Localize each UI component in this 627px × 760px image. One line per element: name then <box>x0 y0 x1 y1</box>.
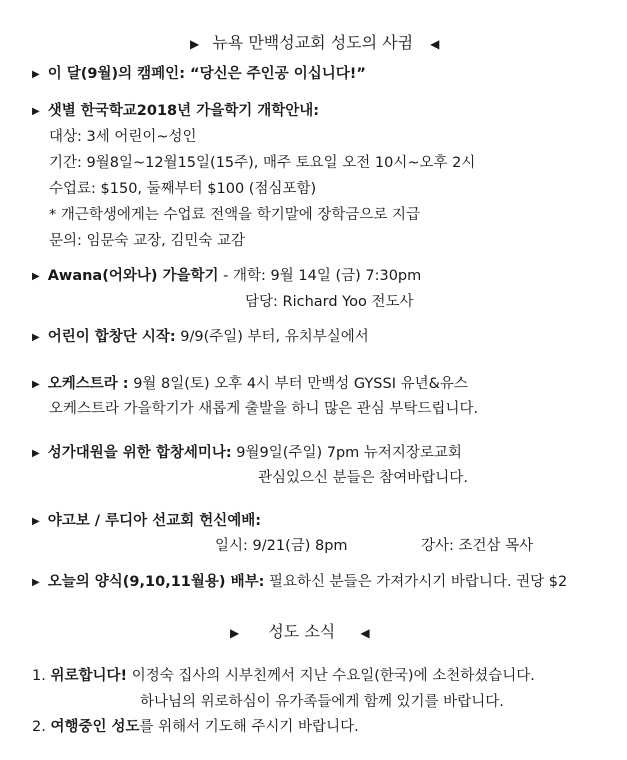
bullet-icon: ▶ <box>32 69 40 80</box>
mission-service-item <box>32 509 261 530</box>
section-header-news <box>230 619 370 642</box>
children-choir-title: 어린이 합창단 시작: <box>47 329 176 345</box>
triangle-right-icon: ▶ <box>190 37 200 51</box>
korean-school-period: 기간: 9월8일~12월15일(15주), 매주 토요일 오전 10시~오후 2시 <box>49 155 476 171</box>
korean-school-target: 대상: 3세 어린이~성인 <box>49 129 197 145</box>
orchestra-detail: 9월 8일(토) 오후 4시 부터 만백성 GYSSI 유년&유스 <box>128 376 468 392</box>
bullet-icon: ▶ <box>32 448 40 459</box>
choir-seminar-prefix: 성가대원을 위한 <box>47 445 156 461</box>
campaign-item <box>32 62 366 83</box>
children-choir-detail: 9/9(주일) 부터, 유치부실에서 <box>175 329 369 345</box>
news-item-1 <box>32 664 535 685</box>
campaign-text: 이 달(9월)의 캠페인: “당신은 주인공 이십니다!” <box>47 66 366 82</box>
korean-school-scholarship: * 개근학생에게는 수업료 전액을 학기말에 장학금으로 지급 <box>49 207 421 223</box>
choir-seminar-detail: 9월9일(주일) 7pm 뉴저지장로교회 <box>231 445 462 461</box>
news-item-2-heading: 여행중인 성도 <box>50 719 140 735</box>
daily-bread-detail: 필요하신 분들은 가져가시기 바랍니다. 권당 $2 <box>264 574 568 590</box>
bullet-icon: ▶ <box>32 332 40 343</box>
bullet-icon: ▶ <box>32 106 40 117</box>
choir-seminar-line2: 관심있으신 분들은 참여바랍니다. <box>258 470 468 486</box>
children-choir-item <box>32 325 369 346</box>
news-item-1-line2: 하나님의 위로하심이 유가족들에게 함께 있기를 바랍니다. <box>140 694 504 710</box>
awana-manager: 담당: Richard Yoo 전도사 <box>245 294 414 310</box>
awana-title: Awana(어와나) 가을학기 <box>47 268 219 284</box>
news-number: 1. <box>32 668 46 684</box>
awana-item <box>32 264 421 285</box>
bullet-icon: ▶ <box>32 516 40 527</box>
bullet-icon: ▶ <box>32 271 40 282</box>
mission-service-speaker: 강사: 조건삼 목사 <box>421 538 534 554</box>
choir-seminar-item <box>32 441 462 462</box>
korean-school-fee: 수업료: $150, 둘째부터 $100 (점심포함) <box>49 181 317 197</box>
korean-school-contact: 문의: 임문숙 교장, 김민숙 교감 <box>49 233 246 249</box>
bullet-icon: ▶ <box>32 379 40 390</box>
triangle-left-icon: ◀ <box>430 37 440 51</box>
section-header-fellowship <box>190 30 439 53</box>
section-title: 성도 소식 <box>268 622 336 641</box>
triangle-right-icon: ▶ <box>230 626 240 640</box>
mission-service-date: 일시: 9/21(금) 8pm <box>215 538 348 554</box>
daily-bread-title: 오늘의 양식(9,10,11월용) 배부: <box>47 574 265 590</box>
news-item-2 <box>32 715 359 736</box>
triangle-left-icon: ◀ <box>360 626 370 640</box>
choir-seminar-title: 합창세미나: <box>155 445 232 461</box>
section-title: 뉴욕 만백성교회 성도의 사귐 <box>212 33 414 52</box>
korean-school-heading <box>32 99 319 120</box>
news-number: 2. <box>32 719 46 735</box>
orchestra-line2: 오케스트라 가을학기가 새롭게 출발을 하니 많은 관심 부탁드립니다. <box>49 401 479 417</box>
daily-bread-item <box>32 570 567 591</box>
orchestra-item <box>32 372 468 393</box>
bullet-icon: ▶ <box>32 577 40 588</box>
news-item-2-text: 를 위해서 기도해 주시기 바랍니다. <box>139 719 359 735</box>
korean-school-title: 샛별 한국학교2018년 가을학기 개학안내: <box>47 103 320 119</box>
orchestra-title: 오케스트라 : <box>47 376 129 392</box>
mission-service-title: 야고보 / 루디아 선교회 헌신예배: <box>47 513 262 529</box>
awana-detail: - 개학: 9월 14일 (금) 7:30pm <box>218 268 422 284</box>
news-item-1-text: 이정숙 집사의 시부친께서 지난 수요일(한국)에 소천하셨습니다. <box>127 668 535 684</box>
news-item-1-heading: 위로합니다! <box>50 668 128 684</box>
